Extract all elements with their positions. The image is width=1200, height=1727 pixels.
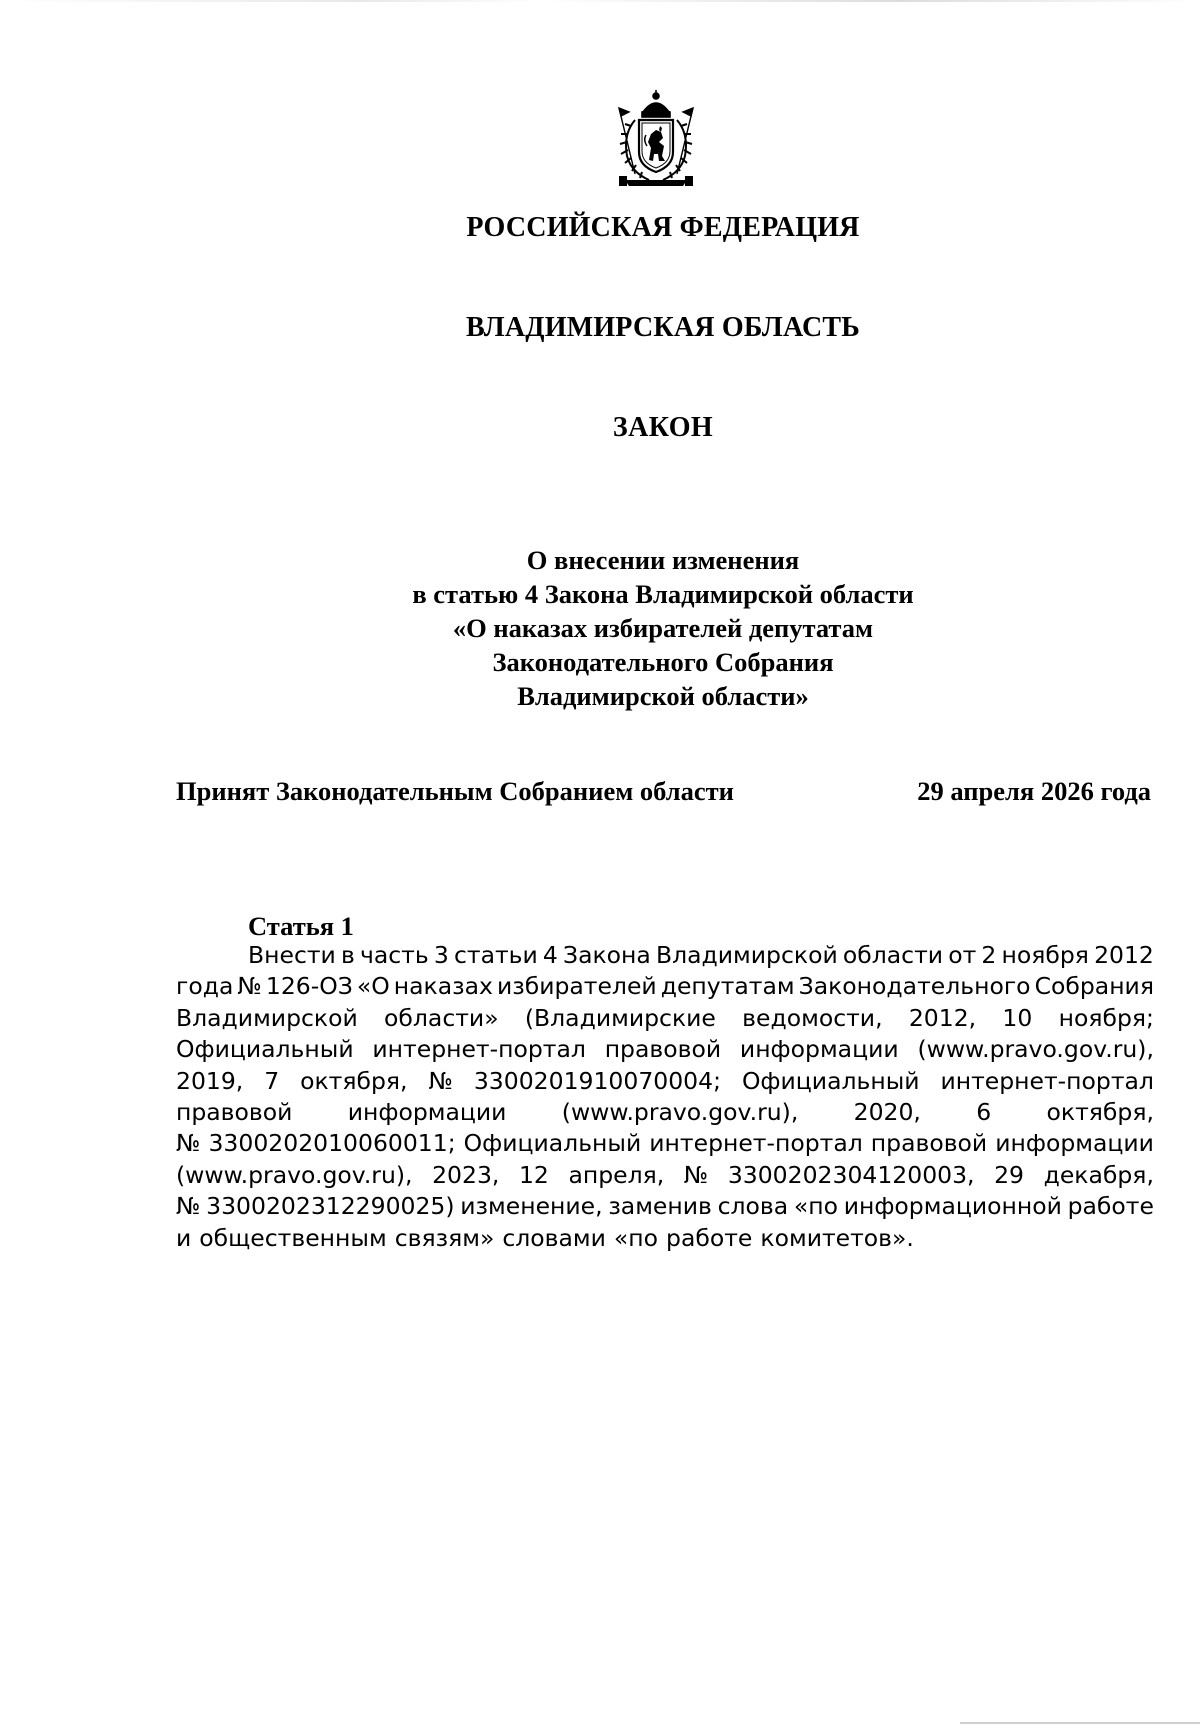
article-body-line: года № 126-ОЗ «О наказах избирателей депутатам Законодательного Собрания [176,972,1154,1001]
adoption-label: Принят Законодательным Собранием области [176,776,734,806]
law-title-line: О внесении изменения [526,545,800,575]
article-body-line: № 3300202010060011; Официальный интернет-портал правовой информации [176,1129,1154,1158]
article-body-line: правовой информации (www.pravo.gov.ru), 2020, 6 октября, [176,1097,1154,1126]
article-body-line: Официальный интернет-портал правовой информации (www.pravo.gov.ru), [176,1035,1154,1064]
adoption-date: 29 апреля 2026 года [917,776,1151,806]
article-body-line: (www.pravo.gov.ru), 2023, 12 апреля, № 3300202304120003, 29 декабря, [176,1160,1154,1189]
law-title-line: в статью 4 Закона Владимирской области [412,579,914,609]
article-body-line: № 3300202312290025) изменение, заменив слова «по информационной работе [176,1192,1154,1221]
article-body-line: Владимирской области» (Владимирские ведомости, 2012, 10 ноября; [176,1003,1154,1032]
article-body-line: Внести в часть 3 статьи 4 Закона Владимирской области от 2 ноября 2012 [248,941,1154,969]
country-heading: РОССИЙСКАЯ ФЕДЕРАЦИЯ [466,212,860,243]
article-body-line: 2019, 7 октября, № 3300201910070004; Официальный интернет-портал [176,1066,1154,1095]
document-type-heading: ЗАКОН [612,412,714,443]
article-body-line: и общественным связям» словами «по работе комитетов». [176,1223,914,1252]
law-title-line: Владимирской области» [517,681,809,711]
law-title [0,543,1200,713]
law-title-line: «О наказах избирателей депутатам [452,613,874,643]
article-body [176,940,1154,1254]
scan-edge-bottom [960,1722,1200,1724]
scan-edge-top [0,0,1200,2]
coat-of-arms-emblem [609,90,703,190]
law-title-line: Законодательного Собрания [492,647,834,677]
region-heading: ВЛАДИМИРСКАЯ ОБЛАСТЬ [465,312,861,343]
article-heading: Статья 1 [248,911,354,941]
